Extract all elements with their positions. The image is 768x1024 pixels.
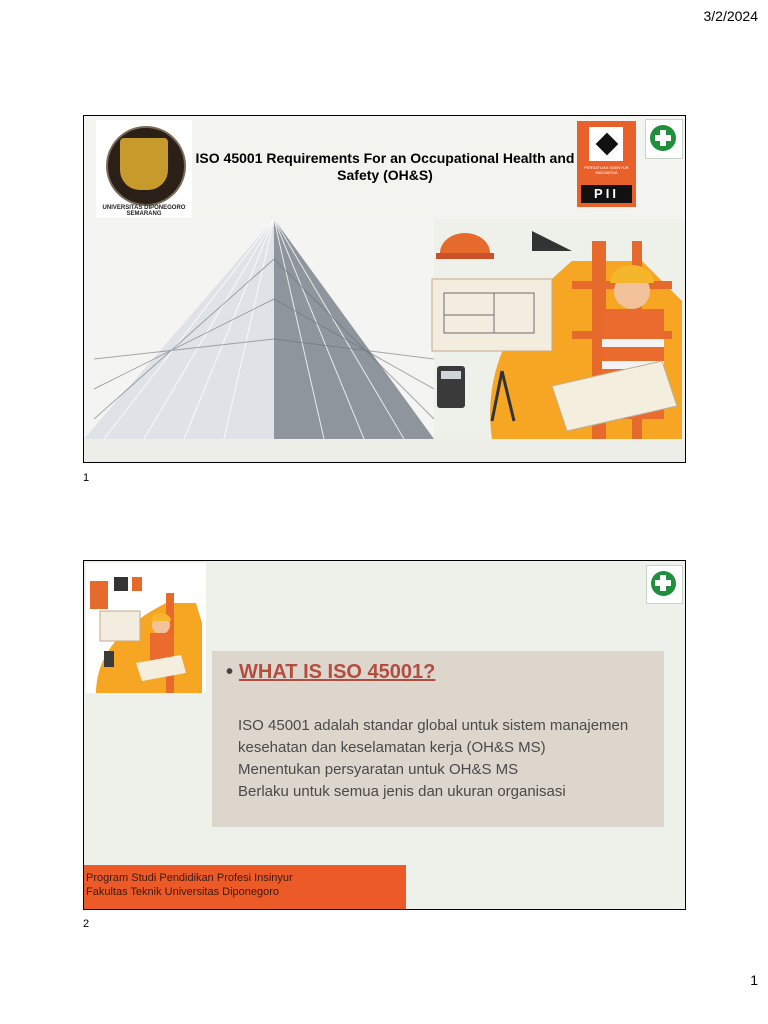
slide-1-title: ISO 45001 Requirements For an Occupational Health and Safety (OH&S) — [195, 150, 575, 183]
undip-emblem-icon — [120, 138, 168, 190]
slide-2 — [83, 560, 686, 910]
page-number: 1 — [750, 972, 758, 988]
pii-diamond-icon — [596, 133, 619, 156]
pii-logo — [577, 121, 636, 207]
engineer-illustration — [422, 221, 682, 439]
undip-logo-text: UNIVERSITAS DIPONEGORO SEMARANG — [102, 205, 186, 217]
building-photo — [84, 219, 434, 439]
engineer-thumbnail-illustration — [86, 563, 206, 693]
undip-logo — [96, 120, 192, 218]
pii-logo-text: PII — [581, 185, 632, 203]
print-date: 3/2/2024 — [703, 8, 758, 24]
body-line: ISO 45001 adalah standar global untuk sistem manajemen kesehatan dan keselamatan kerja (OH&S MS) — [238, 717, 629, 756]
bullet-icon: • — [226, 661, 234, 683]
footer-text — [86, 871, 293, 899]
body-line: Menentukan persyaratan untuk OH&S MS — [238, 761, 519, 778]
slide-2-footer-band — [84, 865, 406, 909]
k3-logo — [645, 119, 683, 159]
slide-1-number: 1 — [83, 472, 90, 484]
slide-1-footer-band — [84, 439, 685, 462]
slide-2-number: 2 — [83, 918, 90, 930]
body-line: Berlaku untuk semua jenis dan ukuran organisasi — [238, 783, 566, 800]
k3-logo — [646, 565, 683, 604]
footer-line: Fakultas Teknik Universitas Diponegoro — [86, 886, 279, 898]
footer-line: Program Studi Pendidikan Profesi Insinyur — [86, 872, 293, 884]
pii-emblem — [589, 127, 623, 161]
slide-2-heading: • WHAT IS ISO 45001? — [226, 661, 436, 683]
content-box — [212, 651, 664, 827]
slide-1 — [83, 115, 686, 463]
pii-logo-caption: PERSATUAN INSINYUR INDONESIA — [584, 165, 629, 175]
slide-2-body — [238, 715, 662, 803]
